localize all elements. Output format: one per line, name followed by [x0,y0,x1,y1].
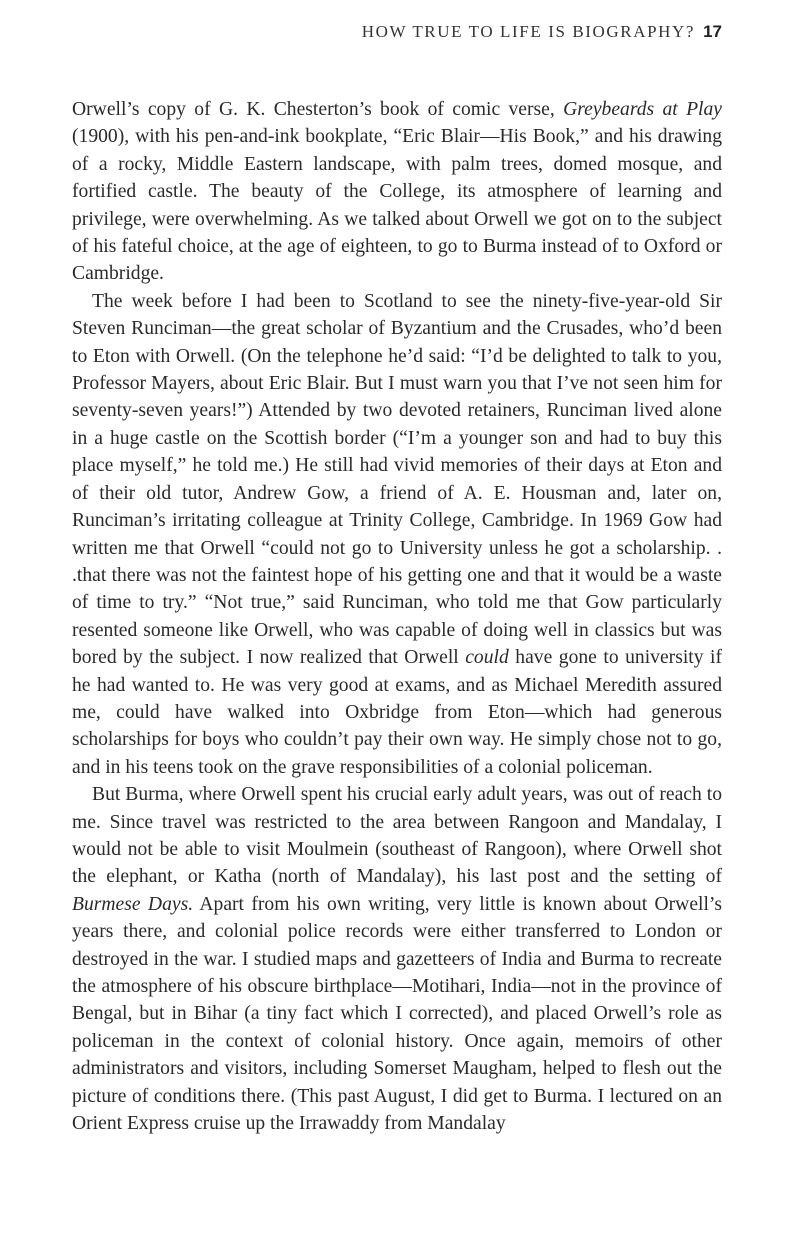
text-run: Orwell’s copy of G. K. Chesterton’s book of comic verse, [72,99,564,120]
body-text [72,96,722,1137]
running-head [362,22,722,42]
paragraph-1 [72,96,722,288]
text-run: The week before I had been to Scotland to see the ninety-five-year-old Sir Steven Runciman—the great scholar of Byzantium and the Crusades, who’d been to Eton with Orwell. (On the telephone he’d said: “I’d be delighted to talk to you, Professor Mayers, about Eric Blair. But I must warn you that I’ve not seen him for seventy-seven years!”) Attended by two devoted retainers, Runciman lived alone in a huge castle on the Scottish border (“I’m a younger son and had to buy this place myself,” he told me.) He still had vivid memories of their days at Eton and of their old tutor, Andrew Gow, a friend of A. E. Housman and, later on, Runciman’s irritating colleague at Trinity College, Cambridge. In 1969 Gow had written me that Orwell “could not go to University unless he got a scholarship. . .that there was not the faintest hope of his getting one and that it would be a waste of time to try.” “Not true,” said Runciman, who told me that Gow particularly resented someone like Orwell, who was capable of doing well in classics but was bored by the subject. I now realized that Orwell [72,290,722,669]
italic-text-run: Greybeards at Play [563,99,722,120]
text-run: have gone to university if he had wanted to. He was very good at exams, and as Michael Meredith assured me, could have walked into Oxbridge from Eton—which had generous scholarships for boys who couldn’t pay their own way. He simply chose not to go, and in his teens took on the grave responsibilities of a colonial policeman. [72,647,722,778]
running-head-title: HOW TRUE TO LIFE IS BIOGRAPHY? [361,22,696,41]
paragraph-2 [72,288,722,781]
page-number: 17 [703,22,722,41]
italic-text-run: Burmese Days. [72,893,194,915]
paragraph-3 [72,781,722,1137]
text-run: Apart from his own writing, very little is known about Orwell’s years there, and colonial police records were either transferred to London or destroyed in the war. I studied maps and gazetteers of India and Burma to recreate the atmosphere of his obscure birthplace—Motihari, India—not in the province of Bengal, but in Bihar (a tiny fact which I corrected), and placed Orwell’s role as policeman in the context of colonial history. Once again, memoirs of other administrators and visitors, including Somerset Maugham, helped to flesh out the picture of conditions there. (This past August, I did get to Burma. I lectured on an Orient Express cruise up the Irrawaddy from Mandalay [72,893,722,1135]
italic-text-run: could [465,647,509,669]
text-run: But Burma, where Orwell spent his crucial early adult years, was out of reach to me. Since travel was restricted to the area between Rangoon and Mandalay, I would not be able to visit Moulmein (southeast of Rangoon), where Orwell shot the elephant, or Katha (north of Mandalay), his last post and the setting of [72,784,722,888]
text-run: (1900), with his pen-and-ink bookplate, “Eric Blair—His Book,” and his drawing of a rocky, Middle Eastern landscape, with palm trees, domed mosque, and fortified castle. The beauty of the College, its atmosphere of learning and privilege, were overwhelming. As we talked about Orwell we got on to the subject of his fateful choice, at the age of eighteen, to go to Burma instead of to Oxford or Cambridge. [72,126,722,285]
